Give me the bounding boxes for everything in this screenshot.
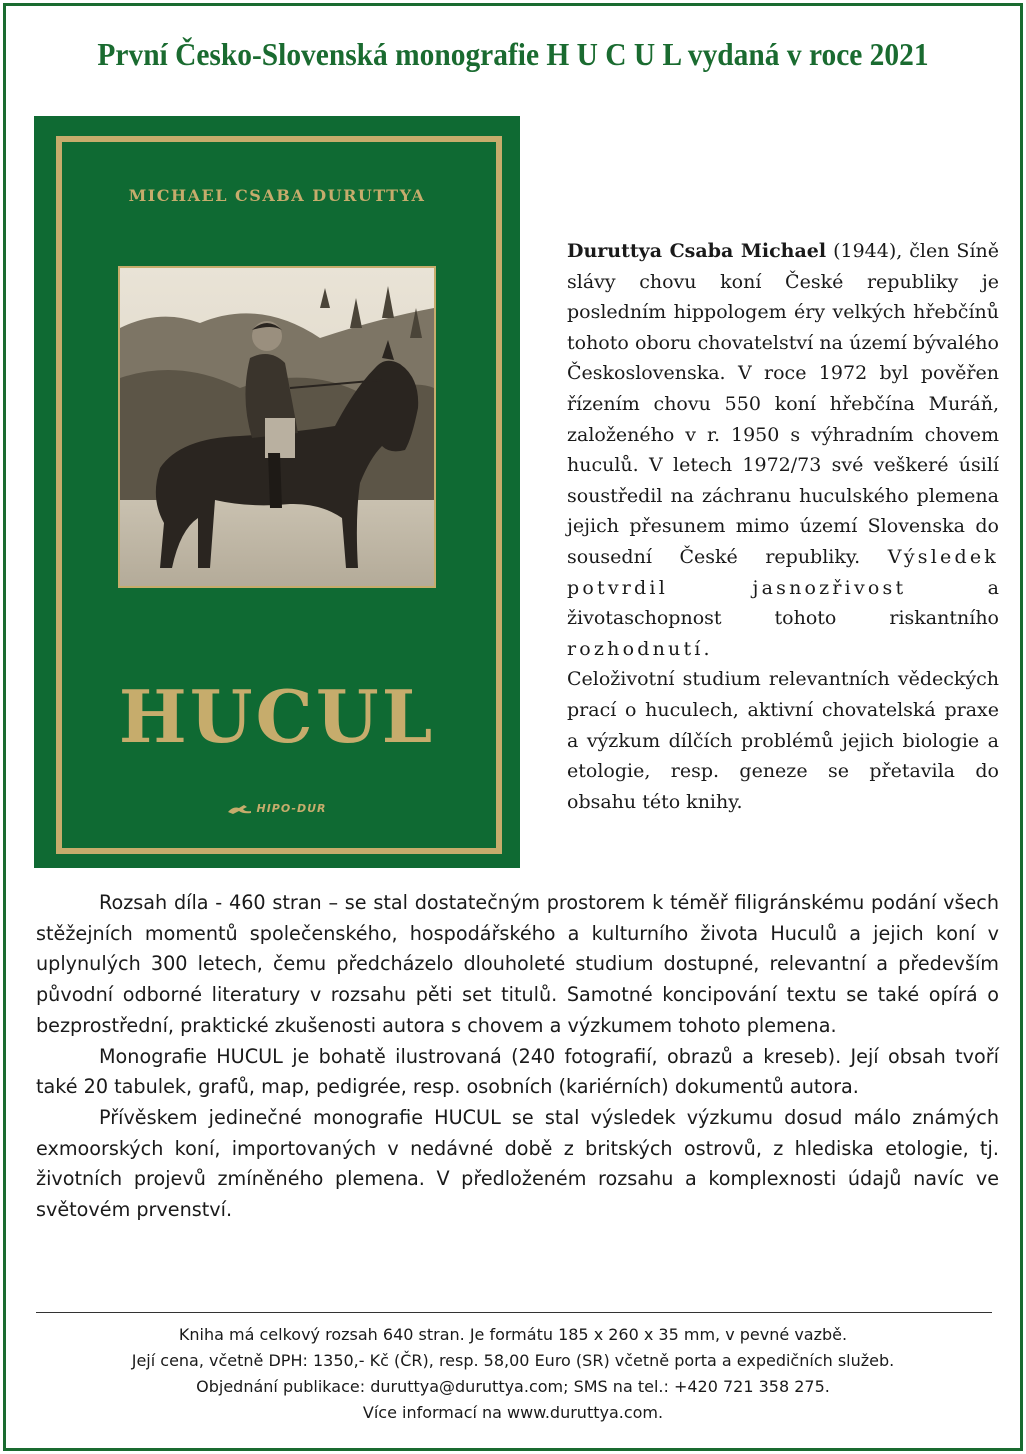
cover-publisher-name: HIPO-DUR xyxy=(256,802,327,815)
footer-order-contact: Objednání publikace: duruttya@duruttya.com; SMS na tel.: +420 721 358 275. xyxy=(196,1377,830,1396)
author-bio xyxy=(567,236,999,817)
running-horse-logo-icon xyxy=(227,803,253,815)
footer-website: Více informací na www.duruttya.com. xyxy=(362,1403,664,1422)
bio-text-spaced: Výsledek potvrdil jasnozřivost xyxy=(567,545,999,599)
cover-publisher xyxy=(34,802,520,815)
page-title: První Česko-Slovenská monografie H U C U L vydaná v roce 2021 xyxy=(97,36,929,72)
book-cover xyxy=(34,116,520,868)
description-paragraph-3: Přívěskem jedinečné monografie HUCUL se stal výsledek výzkumu dosud málo známých exmoorských koní, importovaných v nedávné době z britských ostrovů, z hlediska etologie, tj. životních projevů zmíněného plemena. V předloženém rozsahu a komplexnosti údajů navíc ve světovém prvenství. xyxy=(36,1105,999,1222)
bio-text-end: a životaschopnost tohoto riskantního xyxy=(567,576,999,630)
rider-horse-photo-icon xyxy=(120,268,434,586)
cover-title: HUCUL xyxy=(118,674,436,759)
book-description xyxy=(36,888,999,1226)
divider xyxy=(36,1312,992,1313)
bio-text: (1944), člen Síně slávy chovu koní České republiky je posledním hippologem éry velkých hřebčínů tohoto oboru chovatelství na území bývalého Československa. V roce 1972 byl pověřen řízením chovu 550 koní hřebčína Muráň, založeného v r. 1950 s výhradním chovem huculů. V letech 1972/73 své veškeré úsilí soustředil na záchranu huculského plemena jejich přesunem mimo území Slovenska do sousední České republiky. xyxy=(567,240,999,568)
bio-text-spaced-end: rozhodnutí. xyxy=(567,637,713,660)
author-name: Duruttya Csaba Michael xyxy=(567,240,827,262)
order-info xyxy=(0,1322,1026,1426)
footer-format: Kniha má celkový rozsah 640 stran. Je formátu 185 x 260 x 35 mm, v pevné vazbě. xyxy=(178,1325,848,1344)
footer-price: Její cena, včetně DPH: 1350,- Kč (ČR), resp. 58,00 Euro (SR) včetně porta a expedičních služeb. xyxy=(131,1351,895,1370)
bio-paragraph-2: Celoživotní studium relevantních vědeckých prací o huculech, aktivní chovatelská praxe a výzkum dílčích problémů jejich biologie a etologie, resp. geneze se přetavila do obsahu této knihy. xyxy=(567,668,999,813)
cover-photo-rider-on-horse xyxy=(118,266,436,588)
cover-author: MICHAEL CSABA DURUTTYA xyxy=(128,186,426,205)
bio-paragraph-1 xyxy=(567,236,999,664)
description-paragraph-2: Monografie HUCUL je bohatě ilustrovaná (240 fotografií, obrazů a kreseb). Její obsah tvoří také 20 tabulek, grafů, map, pedigrée, resp. osobních (kariérních) dokumentů autora. xyxy=(36,1044,999,1099)
description-paragraph-1: Rozsah díla - 460 stran – se stal dostatečným prostorem k téměř filigránskému podání všech stěžejních momentů společenského, hospodářského a kulturního života Huculů a jejich koní v uplynulých 300 letech, čemu předcházelo dlouholeté studium dostupné, relevantní a především původní odborné literatury v rozsahu pěti set titulů. Samotné koncipování textu se také opírá o bezprostřední, praktické zkušenosti autora s chovem a výzkumem tohoto plemena. xyxy=(36,891,999,1037)
